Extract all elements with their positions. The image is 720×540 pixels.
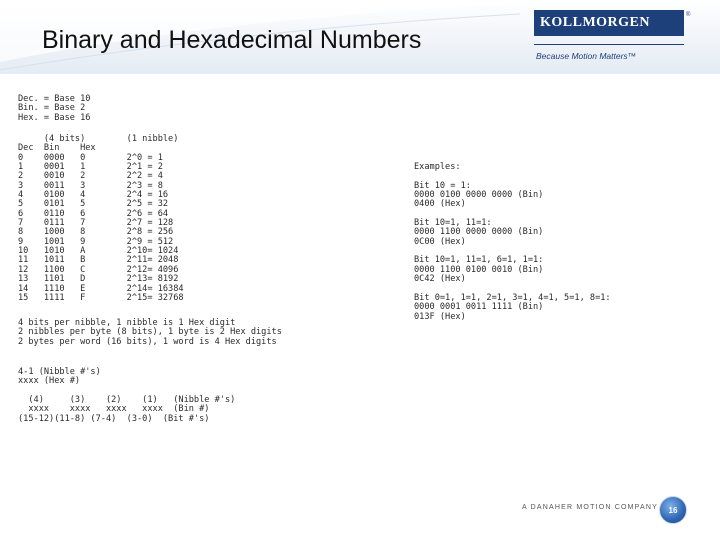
base-definitions: Dec. = Base 10 Bin. = Base 2 Hex. = Base 16 bbox=[18, 94, 91, 123]
examples-list: Examples: Bit 10 = 1: 0000 0100 0000 0000 (Bin) 0400 (Hex) Bit 10=1, 11=1: 0000 1100 0000 0000 (Bin) 0C00 (Hex) Bit 10=1, 11=1, 6=1, 1=1: 0000 1100 0100 0010 (Bin) 0C42 (Hex) Bit 0=1, 1=1, 2=1, 3=1, 4=1, 5=1, 8=1: 0000 0001 0011 1111 (Bin) 013F (Hex) bbox=[414, 162, 611, 322]
bit-grouping-notes: 4 bits per nibble, 1 nibble is 1 Hex digit 2 nibbles per byte (8 bits), 1 byte is 2 Hex digits 2 bytes per word (16 bits), 1 word is 4 Hex digits bbox=[18, 318, 282, 347]
slide-title: Binary and Hexadecimal Numbers bbox=[42, 26, 422, 54]
page-number-badge bbox=[659, 496, 687, 524]
nibble-layout: 4-1 (Nibble #'s) xxxx (Hex #) (4) (3) (2) (1) (Nibble #'s) xxxx xxxx xxxx xxxx (Bin #) (15-12)(11-8) (7-4) (3-0) (Bit #'s) bbox=[18, 367, 236, 424]
logo-tagline: Because Motion Matters™ bbox=[536, 51, 637, 61]
logo-divider bbox=[534, 44, 684, 45]
footer-company-name: A DANAHER MOTION COMPANY bbox=[522, 504, 659, 511]
logo-wordmark: KOLLMORGEN bbox=[534, 10, 684, 36]
page-number: 16 bbox=[668, 505, 678, 515]
conversion-table: (4 bits) (1 nibble) Dec Bin Hex 0 0000 0 2^0 = 1 1 0001 1 2^1 = 2 2 0010 2 2^2 = 4 3 0011 3 2^3 = 8 4 0100 4 2^4 = 16 5 0101 5 2^5 = 32 6 0110 6 2^6 = 64 7 0111 7 2^7 = 128 8 1000 8 2^8 = 256 9 1001 9 2^9 = 512 10 1010 A 2^10= 1024 11 1011 B 2^11= 2048 12 1100 C 2^12= 4096 13 1101 D 2^13= 8192 14 1110 E 2^14= 16384 15 1111 F 2^15= 32768 bbox=[18, 134, 184, 303]
logo-trademark: ® bbox=[686, 12, 691, 18]
